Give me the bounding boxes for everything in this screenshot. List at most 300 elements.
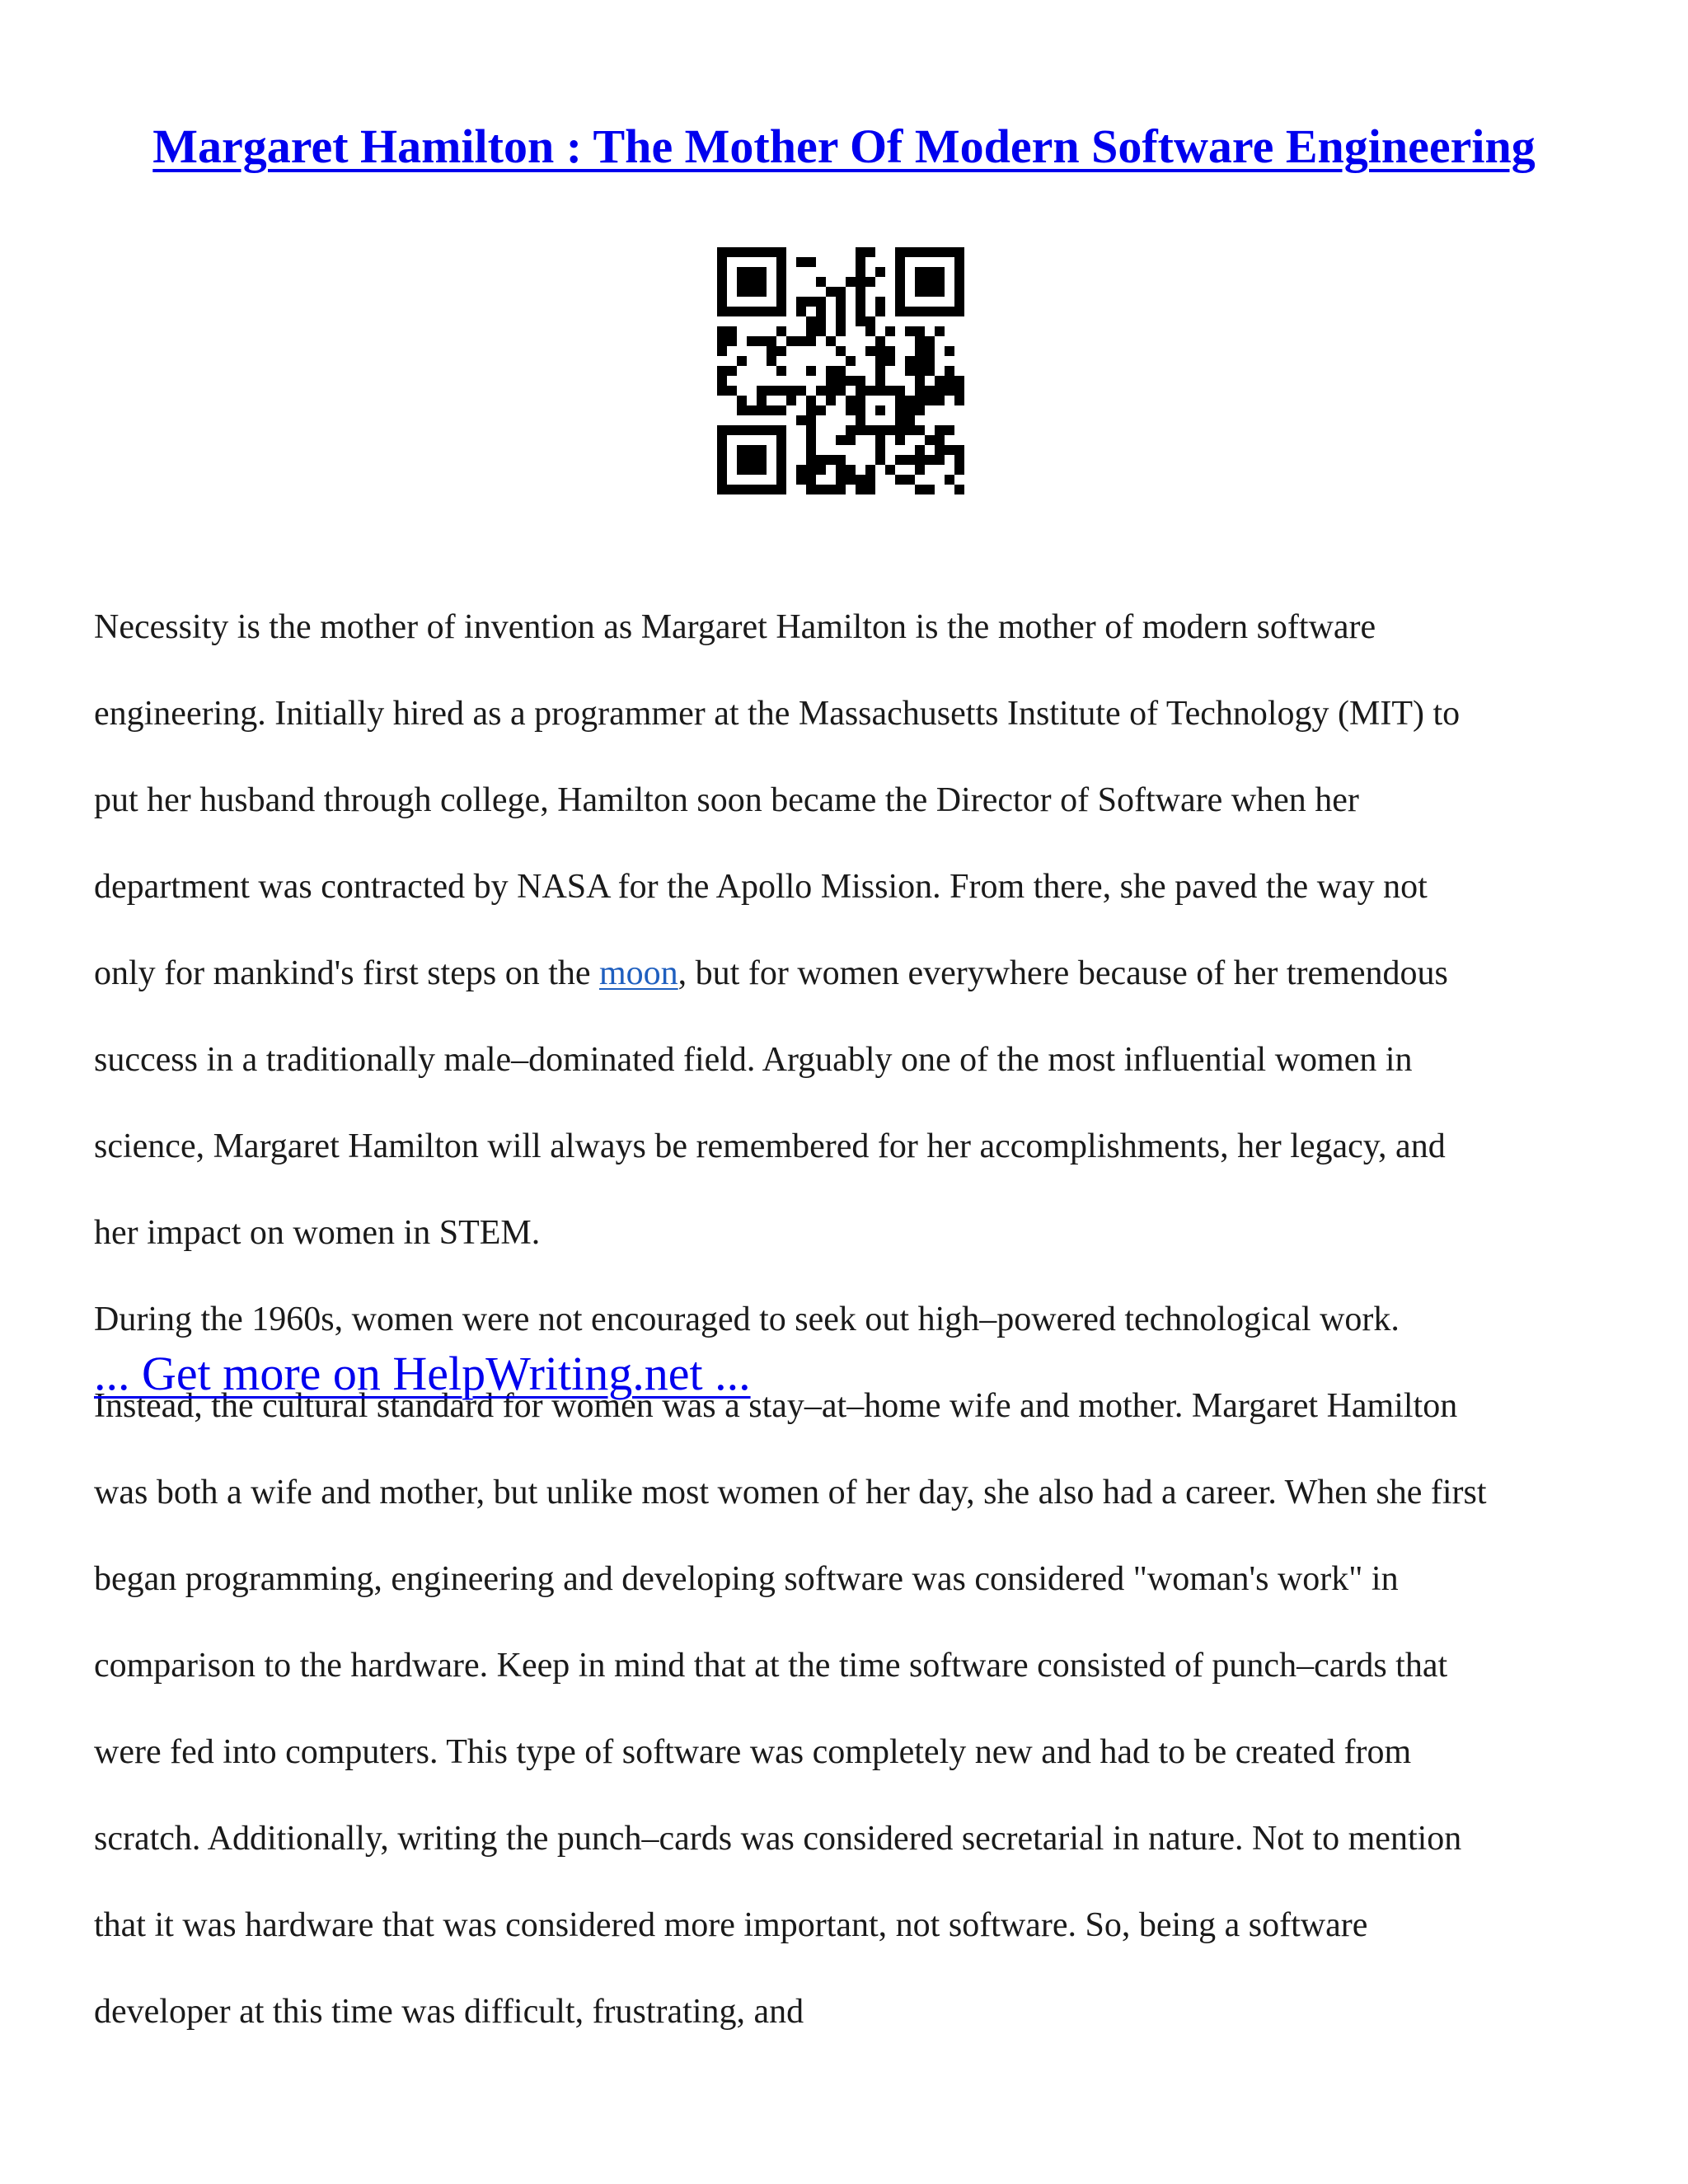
article-body bbox=[94, 562, 1611, 2077]
qr-module bbox=[925, 287, 935, 297]
qr-module bbox=[786, 386, 796, 396]
qr-module bbox=[856, 316, 865, 326]
qr-module bbox=[905, 475, 915, 485]
qr-module bbox=[925, 396, 935, 405]
qr-module bbox=[796, 297, 806, 307]
qr-module bbox=[737, 277, 747, 287]
qr-module bbox=[905, 405, 915, 415]
qr-module bbox=[895, 386, 905, 396]
body-text-fragment: , but for women everywhere because of her tremendous bbox=[678, 954, 1448, 992]
qr-module bbox=[806, 485, 816, 494]
qr-code-graphic bbox=[717, 247, 964, 494]
qr-module bbox=[776, 465, 786, 475]
qr-module bbox=[836, 316, 846, 326]
qr-module bbox=[905, 247, 915, 257]
qr-module bbox=[767, 346, 776, 356]
qr-module bbox=[737, 485, 747, 494]
qr-module bbox=[856, 287, 865, 297]
qr-module bbox=[856, 396, 865, 405]
qr-module bbox=[776, 366, 786, 376]
title-link[interactable]: Margaret Hamilton : The Mother Of Modern Software Engineering bbox=[152, 120, 1536, 173]
qr-module bbox=[865, 485, 875, 494]
qr-module bbox=[856, 386, 865, 396]
qr-module bbox=[945, 475, 954, 485]
qr-module bbox=[895, 396, 905, 405]
qr-module bbox=[806, 475, 816, 485]
qr-module bbox=[806, 396, 816, 405]
qr-module bbox=[747, 267, 757, 277]
get-more-link[interactable]: ... Get more on HelpWriting.net ... bbox=[94, 1347, 751, 1400]
qr-module bbox=[954, 445, 964, 455]
qr-module bbox=[925, 485, 935, 494]
qr-module bbox=[776, 307, 786, 316]
qr-module bbox=[935, 326, 945, 336]
qr-module bbox=[836, 386, 846, 396]
qr-module bbox=[717, 257, 727, 267]
qr-module bbox=[915, 386, 925, 396]
qr-module bbox=[737, 396, 747, 405]
qr-module bbox=[836, 455, 846, 465]
qr-module bbox=[717, 326, 727, 336]
qr-module bbox=[757, 267, 767, 277]
qr-module bbox=[727, 336, 737, 346]
qr-module bbox=[875, 366, 885, 376]
qr-module bbox=[717, 346, 727, 356]
qr-module bbox=[875, 267, 885, 277]
qr-module bbox=[776, 277, 786, 287]
qr-module bbox=[846, 465, 856, 475]
qr-module bbox=[865, 326, 875, 336]
qr-module bbox=[905, 326, 915, 336]
qr-module bbox=[954, 455, 964, 465]
qr-module bbox=[727, 326, 737, 336]
qr-module bbox=[945, 376, 954, 386]
qr-module bbox=[776, 257, 786, 267]
qr-module bbox=[757, 485, 767, 494]
qr-module bbox=[806, 405, 816, 415]
qr-module bbox=[925, 346, 935, 356]
qr-module bbox=[796, 307, 806, 316]
qr-module bbox=[925, 366, 935, 376]
qr-module bbox=[816, 485, 826, 494]
qr-module bbox=[954, 396, 964, 405]
body-line: developer at this time was difficult, frustrating, and bbox=[94, 1992, 804, 2031]
qr-module bbox=[885, 425, 895, 435]
qr-module bbox=[836, 307, 846, 316]
qr-module bbox=[806, 415, 816, 425]
qr-module bbox=[935, 247, 945, 257]
qr-module bbox=[935, 307, 945, 316]
qr-module bbox=[747, 405, 757, 415]
qr-module bbox=[717, 366, 727, 376]
qr-module bbox=[915, 267, 925, 277]
qr-module bbox=[816, 307, 826, 316]
qr-module bbox=[895, 297, 905, 307]
qr-module bbox=[846, 475, 856, 485]
qr-module bbox=[954, 465, 964, 475]
qr-module bbox=[945, 307, 954, 316]
qr-module bbox=[875, 297, 885, 307]
qr-module bbox=[806, 445, 816, 455]
body-line: Instead, the cultural standard for women was a stay–at–home wife and mother. Margaret Hamilton bbox=[94, 1386, 1458, 1425]
qr-module bbox=[786, 336, 796, 346]
qr-module bbox=[747, 307, 757, 316]
qr-module bbox=[895, 307, 905, 316]
qr-module bbox=[915, 287, 925, 297]
qr-module bbox=[816, 405, 826, 415]
qr-module bbox=[717, 297, 727, 307]
qr-module bbox=[806, 316, 816, 326]
qr-module bbox=[747, 425, 757, 435]
qr-module bbox=[776, 475, 786, 485]
qr-module bbox=[875, 386, 885, 396]
qr-module bbox=[856, 475, 865, 485]
qr-module bbox=[806, 425, 816, 435]
qr-module bbox=[925, 356, 935, 366]
qr-module bbox=[935, 287, 945, 297]
qr-module bbox=[856, 425, 865, 435]
qr-module bbox=[727, 485, 737, 494]
qr-module bbox=[727, 247, 737, 257]
qr-module bbox=[737, 307, 747, 316]
qr-module bbox=[954, 267, 964, 277]
qr-module bbox=[836, 485, 846, 494]
qr-module bbox=[935, 455, 945, 465]
qr-module bbox=[865, 425, 875, 435]
qr-module bbox=[915, 376, 925, 386]
body-line: scratch. Additionally, writing the punch–cards was considered secretarial in nature. Not to mention bbox=[94, 1819, 1462, 1858]
qr-module bbox=[846, 376, 856, 386]
qr-module bbox=[786, 396, 796, 405]
qr-module bbox=[737, 247, 747, 257]
qr-module bbox=[826, 386, 836, 396]
qr-module bbox=[757, 307, 767, 316]
qr-module bbox=[717, 336, 727, 346]
qr-module bbox=[796, 336, 806, 346]
qr-module bbox=[816, 465, 826, 475]
body-line: began programming, engineering and developing software was considered "woman's work" in bbox=[94, 1559, 1399, 1598]
page-title bbox=[0, 114, 1688, 180]
qr-module bbox=[796, 465, 806, 475]
qr-module bbox=[875, 336, 885, 346]
qr-module bbox=[717, 455, 727, 465]
qr-module bbox=[925, 277, 935, 287]
body-line: were fed into computers. This type of software was completely new and had to be created from bbox=[94, 1732, 1412, 1771]
qr-module bbox=[846, 396, 856, 405]
qr-module bbox=[885, 346, 895, 356]
body-line: During the 1960s, women were not encouraged to seek out high–powered technological work. bbox=[94, 1300, 1400, 1338]
qr-module bbox=[757, 287, 767, 297]
qr-module bbox=[954, 257, 964, 267]
qr-module bbox=[826, 455, 836, 465]
qr-module bbox=[717, 277, 727, 287]
qr-module bbox=[865, 247, 875, 257]
qr-module bbox=[865, 346, 875, 356]
qr-module bbox=[776, 455, 786, 465]
qr-module bbox=[915, 465, 925, 475]
qr-module bbox=[935, 267, 945, 277]
qr-module bbox=[915, 396, 925, 405]
qr-module bbox=[875, 435, 885, 445]
qr-module bbox=[846, 405, 856, 415]
qr-module bbox=[865, 277, 875, 287]
qr-module bbox=[895, 455, 905, 465]
qr-module bbox=[954, 307, 964, 316]
qr-module bbox=[954, 386, 964, 396]
qr-module bbox=[757, 386, 767, 396]
qr-module bbox=[865, 465, 875, 475]
qr-module bbox=[875, 445, 885, 455]
qr-module bbox=[776, 445, 786, 455]
qr-module bbox=[747, 455, 757, 465]
qr-module bbox=[796, 257, 806, 267]
body-line: her impact on women in STEM. bbox=[94, 1213, 541, 1252]
qr-module bbox=[895, 415, 905, 425]
qr-module bbox=[905, 425, 915, 435]
qr-module bbox=[856, 297, 865, 307]
qr-module bbox=[935, 277, 945, 287]
qr-module bbox=[846, 277, 856, 287]
qr-module bbox=[935, 435, 945, 445]
qr-module bbox=[915, 366, 925, 376]
body-line: department was contracted by NASA for the Apollo Mission. From there, she paved the way not bbox=[94, 867, 1428, 906]
qr-module bbox=[856, 257, 865, 267]
qr-module bbox=[856, 376, 865, 386]
qr-module bbox=[816, 277, 826, 287]
qr-module bbox=[717, 267, 727, 277]
qr-module bbox=[727, 307, 737, 316]
qr-module bbox=[836, 366, 846, 376]
qr-module bbox=[826, 376, 836, 386]
qr-module bbox=[717, 386, 727, 396]
qr-module bbox=[935, 386, 945, 396]
qr-module bbox=[836, 465, 846, 475]
qr-module bbox=[846, 425, 856, 435]
qr-module bbox=[925, 455, 935, 465]
qr-module bbox=[767, 307, 776, 316]
qr-module bbox=[776, 287, 786, 297]
qr-module bbox=[915, 247, 925, 257]
qr-module bbox=[826, 366, 836, 376]
qr-module bbox=[915, 425, 925, 435]
qr-module bbox=[717, 425, 727, 435]
qr-module bbox=[925, 435, 935, 445]
qr-module bbox=[737, 267, 747, 277]
body-line: that it was hardware that was considered more important, not software. So, being a software bbox=[94, 1905, 1368, 1944]
qr-module bbox=[935, 445, 945, 455]
qr-module bbox=[757, 425, 767, 435]
qr-module bbox=[776, 386, 786, 396]
qr-module bbox=[895, 257, 905, 267]
qr-module bbox=[757, 405, 767, 415]
body-line: comparison to the hardware. Keep in mind that at the time software consisted of punch–cards that bbox=[94, 1646, 1448, 1685]
body-line: put her husband through college, Hamilton soon became the Director of Software when her bbox=[94, 780, 1359, 819]
qr-module bbox=[945, 346, 954, 356]
qr-module bbox=[935, 396, 945, 405]
qr-module bbox=[945, 445, 954, 455]
qr-module bbox=[915, 277, 925, 287]
qr-module bbox=[836, 326, 846, 336]
body-line: engineering. Initially hired as a programmer at the Massachusetts Institute of Technology (MIT) to bbox=[94, 694, 1461, 733]
qr-module bbox=[836, 475, 846, 485]
qr-module bbox=[747, 247, 757, 257]
qr-module bbox=[806, 297, 816, 307]
qr-module bbox=[865, 316, 875, 326]
qr-module bbox=[856, 485, 865, 494]
qr-module bbox=[737, 465, 747, 475]
qr-module bbox=[875, 405, 885, 415]
qr-module bbox=[836, 376, 846, 386]
qr-module bbox=[865, 475, 875, 485]
qr-module bbox=[767, 405, 776, 415]
qr-module bbox=[905, 307, 915, 316]
qr-module bbox=[856, 405, 865, 415]
qr-module bbox=[806, 336, 816, 346]
qr-module bbox=[776, 435, 786, 445]
qr-module bbox=[895, 425, 905, 435]
qr-module bbox=[757, 277, 767, 287]
qr-module bbox=[905, 356, 915, 366]
body-text-fragment: only for mankind's first steps on the bbox=[94, 954, 599, 992]
qr-module bbox=[796, 475, 806, 485]
qr-module bbox=[915, 455, 925, 465]
body-line: Necessity is the mother of invention as Margaret Hamilton is the mother of modern software bbox=[94, 607, 1376, 646]
qr-module bbox=[826, 336, 836, 346]
qr-module bbox=[816, 316, 826, 326]
qr-module bbox=[935, 425, 945, 435]
qr-module bbox=[885, 356, 895, 366]
qr-module bbox=[767, 386, 776, 396]
moon-link[interactable]: moon bbox=[599, 954, 678, 992]
qr-module bbox=[816, 455, 826, 465]
qr-module bbox=[895, 475, 905, 485]
qr-module bbox=[767, 425, 776, 435]
qr-module bbox=[856, 307, 865, 316]
qr-module bbox=[826, 396, 836, 405]
qr-module bbox=[826, 485, 836, 494]
qr-module bbox=[895, 435, 905, 445]
qr-module bbox=[856, 277, 865, 287]
qr-module bbox=[875, 455, 885, 465]
qr-module bbox=[954, 376, 964, 386]
qr-module bbox=[796, 386, 806, 396]
qr-module bbox=[796, 415, 806, 425]
qr-module bbox=[895, 267, 905, 277]
qr-module bbox=[905, 366, 915, 376]
qr-module bbox=[747, 277, 757, 287]
body-line-with-link bbox=[94, 952, 1611, 996]
qr-module bbox=[816, 386, 826, 396]
qr-module bbox=[727, 425, 737, 435]
body-line: was both a wife and mother, but unlike most women of her day, she also had a career. When she first bbox=[94, 1473, 1487, 1511]
qr-module bbox=[945, 247, 954, 257]
qr-module bbox=[747, 445, 757, 455]
qr-module bbox=[767, 336, 776, 346]
qr-module bbox=[925, 307, 935, 316]
qr-module bbox=[717, 475, 727, 485]
qr-module bbox=[747, 336, 757, 346]
qr-module bbox=[915, 326, 925, 336]
qr-module bbox=[737, 287, 747, 297]
qr-module bbox=[806, 435, 816, 445]
qr-module bbox=[776, 326, 786, 336]
qr-module bbox=[915, 307, 925, 316]
qr-module bbox=[905, 396, 915, 405]
qr-module bbox=[945, 386, 954, 396]
qr-module bbox=[875, 356, 885, 366]
qr-module bbox=[856, 415, 865, 425]
body-line: science, Margaret Hamilton will always be remembered for her accomplishments, her legacy, and bbox=[94, 1127, 1446, 1165]
qr-module bbox=[747, 287, 757, 297]
qr-module bbox=[757, 336, 767, 346]
qr-module bbox=[737, 356, 747, 366]
qr-module bbox=[737, 425, 747, 435]
qr-module bbox=[925, 386, 935, 396]
qr-module bbox=[885, 326, 895, 336]
qr-module bbox=[806, 257, 816, 267]
qr-module bbox=[915, 405, 925, 415]
qr-module bbox=[776, 405, 786, 415]
qr-module bbox=[875, 307, 885, 316]
qr-module bbox=[954, 485, 964, 494]
qr-module bbox=[747, 465, 757, 475]
qr-module bbox=[757, 455, 767, 465]
qr-module bbox=[737, 405, 747, 415]
qr-module bbox=[717, 307, 727, 316]
qr-module bbox=[856, 247, 865, 257]
qr-module bbox=[717, 287, 727, 297]
qr-code-icon bbox=[717, 247, 964, 494]
qr-module bbox=[915, 485, 925, 494]
qr-module bbox=[806, 455, 816, 465]
qr-module bbox=[717, 376, 727, 386]
qr-module bbox=[895, 247, 905, 257]
qr-module bbox=[776, 485, 786, 494]
qr-module bbox=[727, 366, 737, 376]
qr-module bbox=[836, 297, 846, 307]
qr-module bbox=[826, 287, 836, 297]
qr-module bbox=[915, 346, 925, 356]
qr-module bbox=[727, 386, 737, 396]
body-line: success in a traditionally male–dominated field. Arguably one of the most influential women in bbox=[94, 1040, 1413, 1079]
qr-module bbox=[895, 287, 905, 297]
qr-module bbox=[836, 287, 846, 297]
qr-module bbox=[806, 465, 816, 475]
qr-module bbox=[717, 445, 727, 455]
qr-module bbox=[767, 356, 776, 366]
qr-module bbox=[885, 465, 895, 475]
qr-module bbox=[925, 267, 935, 277]
qr-module bbox=[856, 267, 865, 277]
qr-module bbox=[846, 435, 856, 445]
qr-module bbox=[757, 465, 767, 475]
qr-module bbox=[935, 376, 945, 386]
qr-module bbox=[806, 326, 816, 336]
qr-module bbox=[767, 247, 776, 257]
qr-module bbox=[846, 356, 856, 366]
qr-module bbox=[885, 386, 895, 396]
qr-module bbox=[717, 435, 727, 445]
qr-module bbox=[717, 465, 727, 475]
qr-module bbox=[747, 485, 757, 494]
qr-module bbox=[776, 267, 786, 277]
qr-module bbox=[875, 346, 885, 356]
qr-module bbox=[954, 287, 964, 297]
qr-module bbox=[717, 247, 727, 257]
qr-module bbox=[925, 247, 935, 257]
qr-module bbox=[954, 247, 964, 257]
qr-module bbox=[816, 326, 826, 336]
